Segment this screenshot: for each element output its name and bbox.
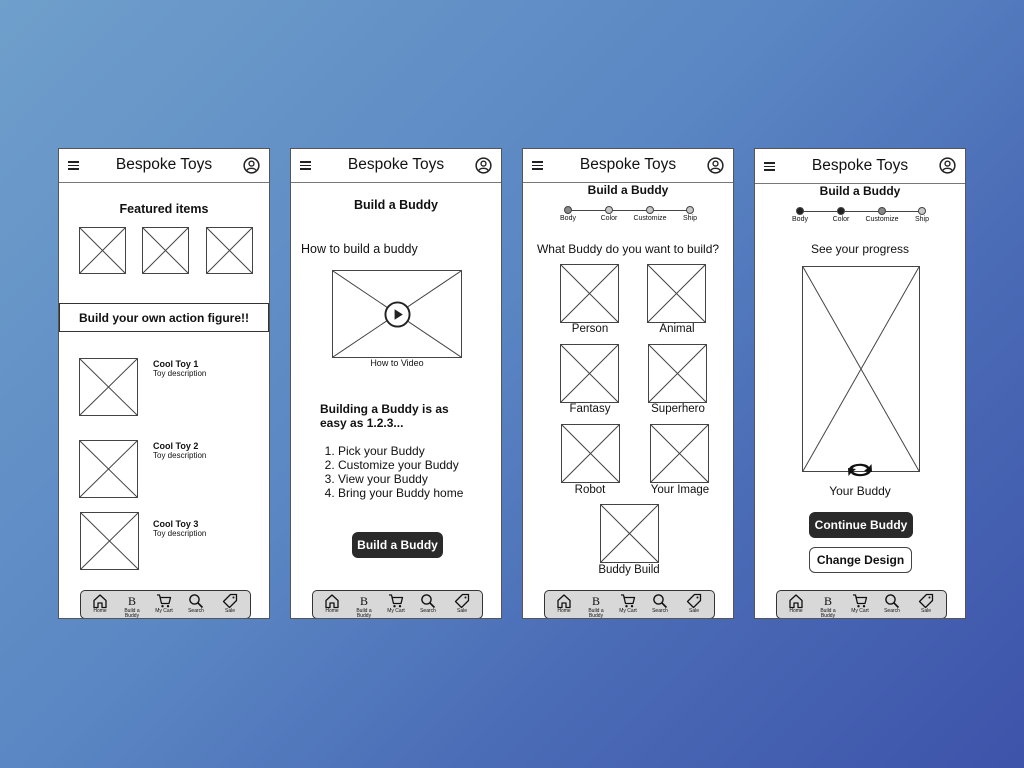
buddy-option-label: Your Image	[650, 484, 710, 496]
nav-home[interactable]	[549, 593, 579, 619]
continue-buddy-button[interactable]: Continue Buddy	[809, 512, 913, 538]
stepper-track	[800, 211, 922, 212]
nav-label: Home	[789, 608, 803, 614]
buddy-option-label: Buddy Build	[598, 564, 660, 576]
step-dot-color[interactable]	[837, 207, 845, 215]
toy-image[interactable]	[79, 358, 138, 416]
step-label: Body	[560, 215, 576, 222]
app-header	[755, 149, 965, 184]
nav-label: Build a Buddy	[588, 608, 604, 619]
step-label: Ship	[682, 215, 697, 222]
build-buddy-icon	[356, 593, 372, 609]
svg-text:B: B	[823, 594, 833, 608]
home-screen	[58, 148, 270, 619]
nav-label: Search	[652, 608, 668, 614]
svg-text:B: B	[591, 594, 601, 608]
featured-title: Featured items	[119, 202, 209, 216]
toy-name[interactable]: Cool Toy 2	[153, 441, 199, 451]
build-buddy-icon	[588, 593, 604, 609]
stepper-track	[568, 210, 690, 211]
featured-item-image[interactable]	[79, 227, 126, 274]
progress-screen	[754, 148, 966, 619]
search-icon	[884, 593, 900, 609]
step-label: Color	[832, 216, 850, 223]
nav-label: Sale	[688, 608, 699, 614]
step-label: Color	[600, 215, 618, 222]
page-title: Build a Buddy	[587, 183, 669, 197]
step-dot-customize[interactable]	[878, 207, 886, 215]
step-dot-body[interactable]	[564, 206, 572, 214]
nav-label: Search	[420, 608, 436, 614]
step-dot-body[interactable]	[796, 207, 804, 215]
build-buddy-button[interactable]: Build a Buddy	[352, 532, 443, 558]
toy-name[interactable]: Cool Toy 3	[153, 519, 199, 529]
sale-tag-icon	[454, 593, 470, 609]
buddy-option-superhero[interactable]	[648, 344, 707, 403]
step-item: 1. Pick your Buddy	[338, 444, 463, 458]
nav-label: Build a Buddy	[124, 608, 140, 619]
build-intro-screen	[290, 148, 502, 619]
step-label: Customize	[865, 216, 899, 223]
step-item: 2. Customize your Buddy	[338, 458, 463, 472]
cart-icon	[852, 593, 868, 609]
nav-label: Home	[325, 608, 339, 614]
nav-label: Build a Buddy	[356, 608, 372, 619]
nav-search[interactable]	[413, 593, 443, 619]
nav-build-buddy[interactable]	[349, 593, 379, 619]
search-icon	[188, 593, 204, 609]
app-title: Bespoke Toys	[579, 156, 677, 173]
svg-text:B: B	[127, 594, 137, 608]
buddy-option-person[interactable]	[560, 264, 619, 323]
nav-cart[interactable]	[613, 593, 643, 619]
page-title: Build a Buddy	[353, 198, 439, 212]
step-item: 3. View your Buddy	[338, 472, 463, 486]
sale-tag-icon	[918, 593, 934, 609]
search-icon	[420, 593, 436, 609]
buddy-option-label: Animal	[659, 323, 695, 335]
nav-label: Sale	[456, 608, 467, 614]
sale-tag-icon	[686, 593, 702, 609]
build-buddy-icon	[124, 593, 140, 609]
nav-search[interactable]	[877, 593, 907, 619]
home-icon	[324, 593, 340, 609]
toy-image[interactable]	[79, 440, 138, 498]
video-caption: How to Video	[370, 358, 424, 368]
nav-home[interactable]	[781, 593, 811, 619]
easy-heading: Building a Buddy is as easy as 1.2.3...	[320, 402, 449, 430]
account-circle-icon[interactable]	[475, 157, 492, 174]
toy-name[interactable]: Cool Toy 1	[153, 359, 199, 369]
nav-label: Build a Buddy	[820, 608, 836, 619]
toy-image[interactable]	[80, 512, 139, 570]
nav-build-buddy[interactable]	[117, 593, 147, 619]
nav-search[interactable]	[181, 593, 211, 619]
cart-icon	[156, 593, 172, 609]
featured-item-image[interactable]	[142, 227, 189, 274]
app-header	[523, 149, 733, 183]
buddy-option-animal[interactable]	[647, 264, 706, 323]
build-buddy-icon	[820, 593, 836, 609]
buddy-option-buddy-build[interactable]	[600, 504, 659, 563]
step-label: Customize	[633, 215, 667, 222]
app-header	[291, 149, 501, 183]
buddy-option-label: Fantasy	[569, 403, 611, 415]
step-dot-color[interactable]	[605, 206, 613, 214]
play-icon[interactable]	[384, 301, 411, 328]
nav-home[interactable]	[85, 593, 115, 619]
buddy-option-label: Superhero	[651, 403, 705, 415]
build-action-figure-banner[interactable]: Build your own action figure!!	[59, 303, 269, 332]
app-title: Bespoke Toys	[115, 156, 213, 173]
buddy-question: What Buddy do you want to build?	[536, 242, 720, 256]
step-dot-ship[interactable]	[686, 206, 694, 214]
nav-sale[interactable]	[215, 593, 245, 619]
progress-heading: See your progress	[810, 242, 910, 256]
cart-icon	[388, 593, 404, 609]
nav-build-buddy[interactable]	[813, 593, 843, 619]
account-circle-icon[interactable]	[707, 157, 724, 174]
nav-label: My Cart	[619, 608, 637, 614]
nav-home[interactable]	[317, 593, 347, 619]
account-circle-icon[interactable]	[243, 157, 260, 174]
buddy-option-your-image[interactable]	[650, 424, 709, 483]
step-dot-ship[interactable]	[918, 207, 926, 215]
featured-item-image[interactable]	[206, 227, 253, 274]
buddy-option-label: Robot	[574, 484, 606, 496]
nav-label: Search	[884, 608, 900, 614]
toy-description: Toy description	[153, 529, 207, 538]
choose-buddy-screen	[522, 148, 734, 619]
change-design-button[interactable]: Change Design	[809, 547, 912, 573]
bottom-nav	[776, 590, 947, 619]
search-icon	[652, 593, 668, 609]
how-to-heading: How to build a buddy	[301, 242, 418, 256]
toy-description: Toy description	[153, 451, 207, 460]
nav-label: Search	[188, 608, 204, 614]
svg-text:B: B	[359, 594, 369, 608]
nav-label: My Cart	[387, 608, 405, 614]
sale-tag-icon	[222, 593, 238, 609]
page-title: Build a Buddy	[819, 184, 901, 198]
toy-description: Toy description	[153, 369, 207, 378]
app-title: Bespoke Toys	[811, 157, 909, 174]
bottom-nav	[544, 590, 715, 619]
nav-sale[interactable]	[447, 593, 477, 619]
home-icon	[92, 593, 108, 609]
buddy-preview[interactable]	[802, 266, 920, 472]
nav-sale[interactable]	[679, 593, 709, 619]
nav-label: My Cart	[851, 608, 869, 614]
nav-label: Home	[557, 608, 571, 614]
nav-build-buddy[interactable]	[581, 593, 611, 619]
home-icon	[556, 593, 572, 609]
cart-icon	[620, 593, 636, 609]
step-dot-customize[interactable]	[646, 206, 654, 214]
buddy-option-fantasy[interactable]	[560, 344, 619, 403]
nav-sale[interactable]	[911, 593, 941, 619]
app-header	[59, 149, 269, 183]
nav-cart[interactable]	[845, 593, 875, 619]
buddy-option-label: Person	[571, 323, 609, 335]
how-to-video[interactable]	[332, 270, 462, 358]
home-icon	[788, 593, 804, 609]
bottom-nav	[80, 590, 251, 619]
nav-search[interactable]	[645, 593, 675, 619]
nav-label: Home	[93, 608, 107, 614]
account-circle-icon[interactable]	[939, 157, 956, 174]
steps-list	[320, 444, 463, 500]
nav-cart[interactable]	[149, 593, 179, 619]
step-item: 4. Bring your Buddy home	[338, 486, 463, 500]
nav-cart[interactable]	[381, 593, 411, 619]
buddy-caption: Your Buddy	[829, 484, 891, 498]
bottom-nav	[312, 590, 483, 619]
rotate-icon[interactable]	[846, 461, 874, 479]
app-title: Bespoke Toys	[347, 156, 445, 173]
step-label: Body	[792, 216, 808, 223]
buddy-option-robot[interactable]	[561, 424, 620, 483]
step-label: Ship	[914, 216, 929, 223]
nav-label: Sale	[224, 608, 235, 614]
nav-label: My Cart	[155, 608, 173, 614]
nav-label: Sale	[920, 608, 931, 614]
